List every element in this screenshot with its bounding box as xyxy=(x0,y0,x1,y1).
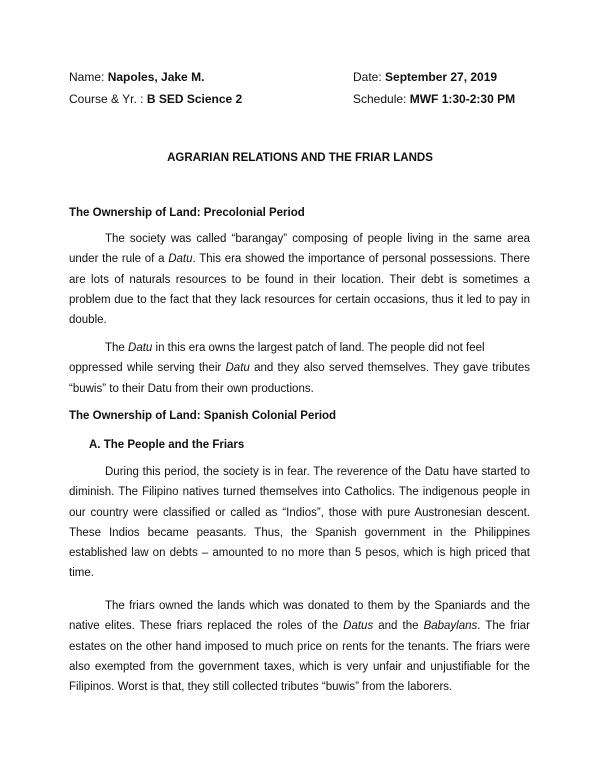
paragraph-spanish-1: During this period, the society is in fear. The reverence of the Datu have started to diminish. The Filipino natives turned themselves into Catholics. The indigenous people in our country were classified or called as “Indios”, those with pure Austronesian descent. These Indios became peasants. Thus, the Spanish government in the Philippines established law on debts – amounted to no more than 5 pesos, which is high priced that time. xyxy=(69,466,530,580)
date-value: September 27, 2019 xyxy=(385,70,498,84)
p1-text-a: The society was called “barangay” composing of people living in the same area under the rule of a xyxy=(69,233,530,266)
course-line xyxy=(69,92,242,107)
subheading-people-friars: A. The People and the Friars xyxy=(89,439,245,451)
course-value: B SED Science 2 xyxy=(146,92,243,106)
section-heading-spanish: The Ownership of Land: Spanish Colonial Period xyxy=(69,410,337,422)
p4-datus: Datus xyxy=(343,620,374,633)
course-label: Course & Yr. : xyxy=(69,92,147,106)
section-heading-precolonial: The Ownership of Land: Precolonial Period xyxy=(69,207,305,219)
paragraph-precolonial-1 xyxy=(69,229,530,330)
schedule-value: MWF 1:30-2:30 PM xyxy=(409,92,516,106)
p2-datu: Datu xyxy=(128,342,153,354)
document-title: AGRARIAN RELATIONS AND THE FRIAR LANDS xyxy=(167,152,433,164)
p2-text-a: The xyxy=(105,342,129,354)
schedule-line xyxy=(353,92,515,107)
p1-text-c: . This era showed the importance of personal possessions. There are lots of naturals resources to be found in their location. Their debt is sometimes a problem due to the fact that they lack resources for certain occasions, thus it led to pay in double. xyxy=(69,253,530,327)
p1-datu: Datu xyxy=(168,253,193,266)
p4-babaylans: Babaylans xyxy=(423,620,478,633)
p2-text-d: oppressed while serving their xyxy=(69,362,226,375)
p4-text-c: and the xyxy=(373,620,424,633)
p2-text-f: and they also served themselves. They gave tributes “buwis” to their Datu from their own productions. xyxy=(69,362,530,395)
p4-text-a: The friars owned the lands which was donated to them by the Spaniards and the native elites. These friars replaced the roles of the xyxy=(69,600,530,633)
schedule-label: Schedule: xyxy=(353,92,410,106)
date-label: Date: xyxy=(353,70,386,84)
name-label: Name: xyxy=(69,70,108,84)
p2-datu-2: Datu xyxy=(225,362,250,375)
name-value: Napoles, Jake M. xyxy=(107,70,205,84)
date-line xyxy=(353,70,497,85)
p2-text-c: in this era owns the largest patch of land. The people did not feel xyxy=(152,342,485,354)
student-name-line xyxy=(69,70,204,85)
p4-text-e: . The friar estates on the other hand imposed to much price on rents for the tenants. The friars were also exempted from the government taxes, which is very unfair and unjustifiable for the Filipinos. Worst is that, they still collected tributes “buwis” from the laborers. xyxy=(69,620,531,694)
paragraph-precolonial-2 xyxy=(69,338,530,399)
paragraph-spanish-2 xyxy=(69,596,530,697)
p2-rest xyxy=(69,358,530,399)
